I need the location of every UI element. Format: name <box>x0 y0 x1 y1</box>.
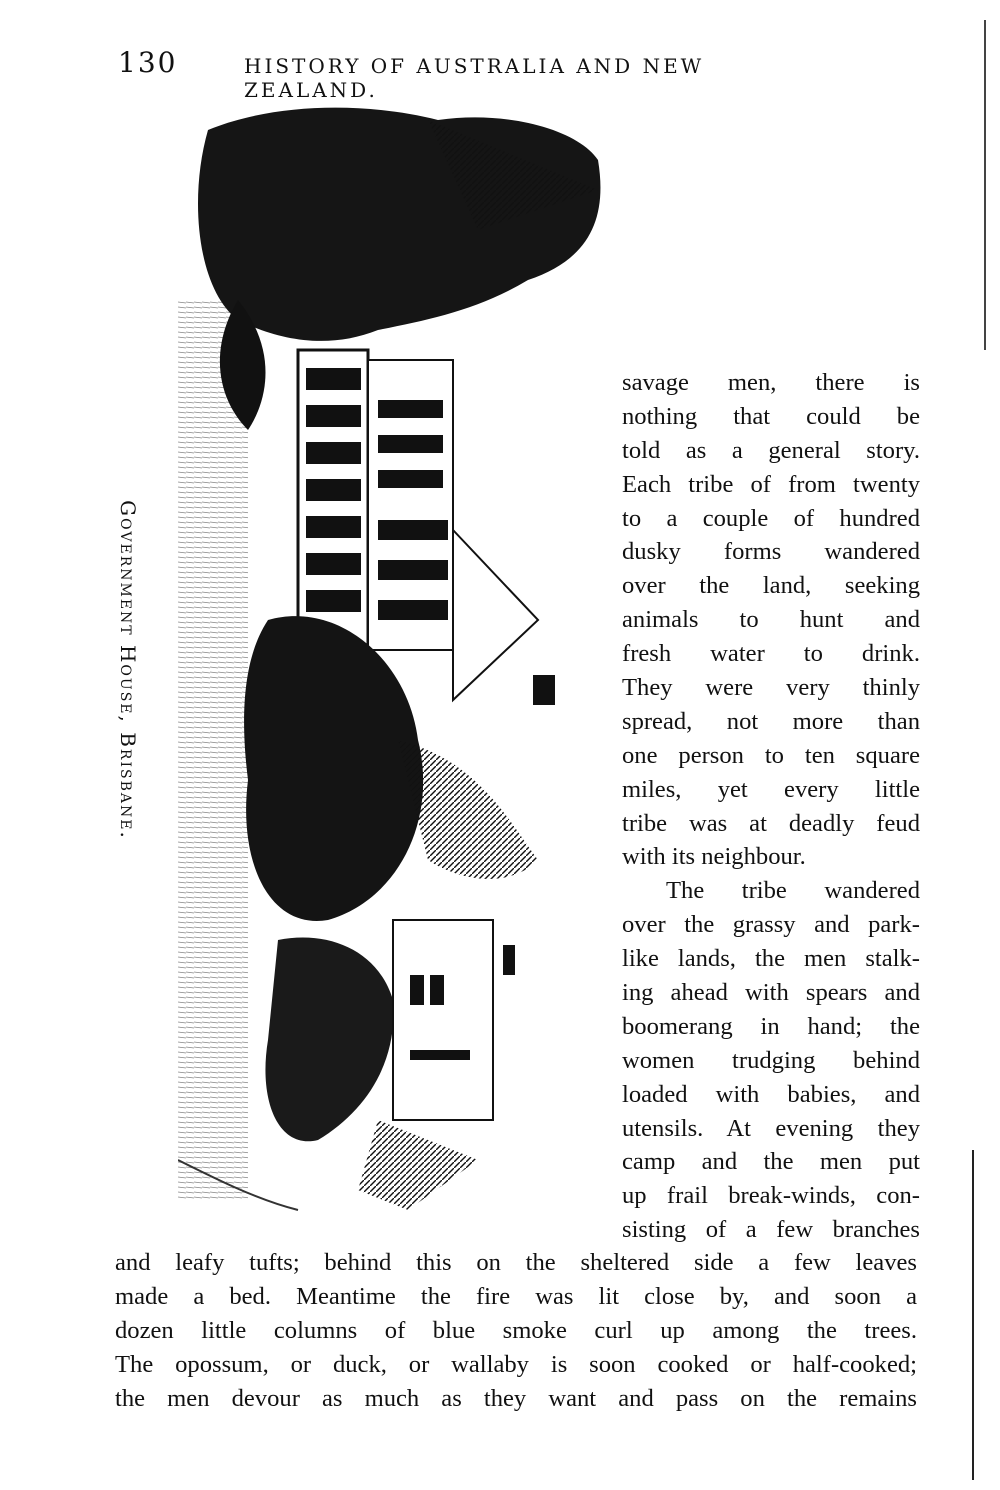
text-line: utensils. At evening they <box>622 1114 920 1142</box>
text-line: over the land, seeking <box>622 572 920 600</box>
text-line: The opossum, or duck, or wallaby is soon cooked or half-cooked; <box>115 1350 917 1378</box>
text-line: They were very thinly <box>622 674 920 702</box>
text-line: to a couple of hundred <box>622 504 920 532</box>
illustration-government-house <box>178 100 608 1225</box>
running-title: HISTORY OF AUSTRALIA AND NEW ZEALAND. <box>244 54 705 102</box>
page-edge-rule <box>984 20 986 350</box>
margin-rule <box>972 1150 974 1480</box>
engraving-image <box>178 100 608 1225</box>
text-line: camp and the men put <box>622 1148 920 1176</box>
text-line: dozen little columns of blue smoke curl up among the trees. <box>115 1316 917 1344</box>
page-header <box>118 46 838 102</box>
text-line: over the grassy and park- <box>622 911 920 939</box>
text-line: up frail break-winds, con- <box>622 1182 920 1210</box>
body-text-full-width <box>115 1246 917 1415</box>
text-line: women trudging behind <box>622 1046 920 1074</box>
text-line: dusky forms wandered <box>622 538 920 566</box>
text-line: savage men, there is <box>622 369 920 396</box>
text-line: boomerang in hand; the <box>622 1012 920 1040</box>
text-line: ing ahead with spears and <box>622 979 920 1007</box>
text-line: fresh water to drink. <box>622 640 920 668</box>
paragraph-start-line: The tribe wandered <box>666 877 920 905</box>
body-text-column <box>622 366 920 1247</box>
page-number: 130 <box>118 46 178 79</box>
text-line: sisting of a few branches <box>622 1216 920 1244</box>
figure-caption-wrapper <box>108 500 148 840</box>
text-line: with its neighbour. <box>622 843 806 871</box>
text-line: spread, not more than <box>622 707 920 735</box>
text-line: told as a general story. <box>622 436 920 464</box>
text-line: Each tribe of from twenty <box>622 470 920 498</box>
text-line: one person to ten square <box>622 741 920 769</box>
text-line: the men devour as much as they want and pass on the remains <box>115 1384 917 1412</box>
text-line: miles, yet every little <box>622 775 920 803</box>
text-line: made a bed. Meantime the fire was lit close by, and soon a <box>115 1282 917 1310</box>
text-line: nothing that could be <box>622 402 920 430</box>
text-line: loaded with babies, and <box>622 1080 920 1108</box>
text-line: animals to hunt and <box>622 606 920 634</box>
text-line: like lands, the men stalk- <box>622 945 920 973</box>
figure-caption: Government House, Brisbane. <box>116 500 140 840</box>
text-line: tribe was at deadly feud <box>622 809 920 837</box>
text-line: and leafy tufts; behind this on the sheltered side a few leaves <box>115 1249 917 1276</box>
